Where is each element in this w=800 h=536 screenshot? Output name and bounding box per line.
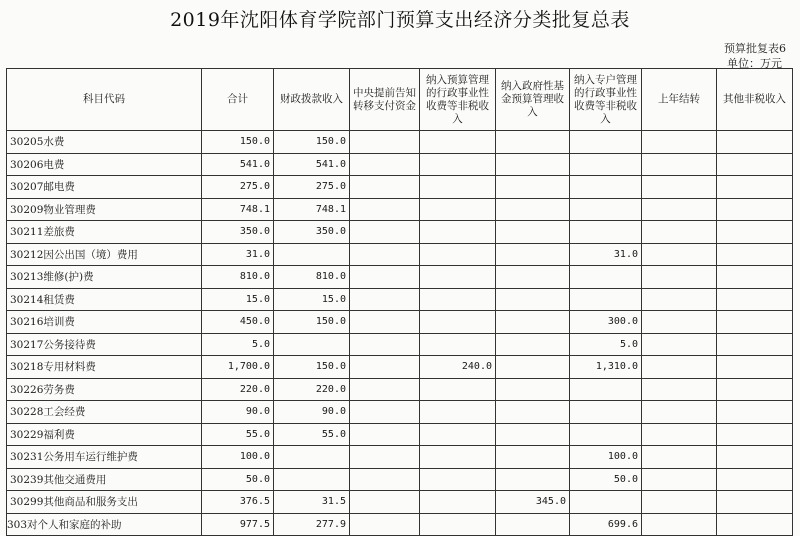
- cell-budget-mgmt: [420, 446, 496, 469]
- cell-carryover: [642, 468, 717, 491]
- table-body: [7, 131, 793, 536]
- cell-central: [350, 513, 420, 536]
- cell-total: 977.5: [202, 513, 274, 536]
- cell-budget-mgmt: [420, 401, 496, 424]
- cell-fund: [496, 356, 570, 379]
- cell-other: [717, 153, 793, 176]
- cell-other: [717, 311, 793, 334]
- cell-budget-mgmt: [420, 221, 496, 244]
- table-row: [7, 513, 793, 536]
- cell-carryover: [642, 491, 717, 514]
- table-row: [7, 468, 793, 491]
- cell-special: [570, 491, 642, 514]
- table-row: [7, 243, 793, 266]
- table-row: [7, 446, 793, 469]
- cell-central: [350, 198, 420, 221]
- cell-fund: [496, 243, 570, 266]
- cell-fiscal: [274, 446, 350, 469]
- cell-other: [717, 198, 793, 221]
- cell-special: [570, 401, 642, 424]
- cell-fiscal: 90.0: [274, 401, 350, 424]
- cell-fund: [496, 333, 570, 356]
- cell-fund: [496, 378, 570, 401]
- cell-fund: [496, 266, 570, 289]
- cell-central: [350, 266, 420, 289]
- row-name: 30226劳务费: [7, 378, 202, 401]
- cell-carryover: [642, 356, 717, 379]
- cell-central: [350, 176, 420, 199]
- cell-fund: [496, 176, 570, 199]
- cell-central: [350, 468, 420, 491]
- cell-fiscal: 810.0: [274, 266, 350, 289]
- header-budget-mgmt: 纳入预算管理的行政事业性收费等非税收入: [420, 69, 496, 131]
- cell-budget-mgmt: [420, 423, 496, 446]
- row-name: 30206电费: [7, 153, 202, 176]
- row-name: 30214租赁费: [7, 288, 202, 311]
- row-name: 303对个人和家庭的补助: [7, 513, 202, 536]
- header-total: 合计: [202, 69, 274, 131]
- cell-carryover: [642, 423, 717, 446]
- header-other: 其他非税收入: [717, 69, 793, 131]
- cell-total: 275.0: [202, 176, 274, 199]
- cell-special: 50.0: [570, 468, 642, 491]
- cell-special: [570, 176, 642, 199]
- cell-total: 50.0: [202, 468, 274, 491]
- table-row: [7, 491, 793, 514]
- cell-fiscal: 220.0: [274, 378, 350, 401]
- cell-carryover: [642, 446, 717, 469]
- cell-fund: [496, 423, 570, 446]
- cell-special: 100.0: [570, 446, 642, 469]
- row-name: 30216培训费: [7, 311, 202, 334]
- table-row: [7, 423, 793, 446]
- row-name: 30229福利费: [7, 423, 202, 446]
- header-fiscal: 财政拨款收入: [274, 69, 350, 131]
- table-row: [7, 378, 793, 401]
- cell-budget-mgmt: [420, 288, 496, 311]
- cell-special: 300.0: [570, 311, 642, 334]
- header-special: 纳入专户管理的行政事业性收费等非税收入: [570, 69, 642, 131]
- cell-carryover: [642, 131, 717, 154]
- cell-budget-mgmt: [420, 333, 496, 356]
- cell-special: [570, 221, 642, 244]
- cell-budget-mgmt: [420, 243, 496, 266]
- cell-special: 31.0: [570, 243, 642, 266]
- row-name: 30205水费: [7, 131, 202, 154]
- cell-budget-mgmt: [420, 513, 496, 536]
- table-row: [7, 221, 793, 244]
- cell-total: 220.0: [202, 378, 274, 401]
- cell-total: 1,700.0: [202, 356, 274, 379]
- cell-central: [350, 221, 420, 244]
- cell-other: [717, 378, 793, 401]
- cell-total: 810.0: [202, 266, 274, 289]
- header-carryover: 上年结转: [642, 69, 717, 131]
- cell-other: [717, 266, 793, 289]
- cell-other: [717, 513, 793, 536]
- cell-total: 350.0: [202, 221, 274, 244]
- cell-central: [350, 356, 420, 379]
- cell-fiscal: 541.0: [274, 153, 350, 176]
- cell-carryover: [642, 288, 717, 311]
- cell-budget-mgmt: [420, 491, 496, 514]
- cell-other: [717, 446, 793, 469]
- cell-other: [717, 221, 793, 244]
- cell-budget-mgmt: [420, 198, 496, 221]
- cell-fund: [496, 401, 570, 424]
- row-name: 30211差旅费: [7, 221, 202, 244]
- cell-special: [570, 198, 642, 221]
- cell-total: 5.0: [202, 333, 274, 356]
- cell-special: 699.6: [570, 513, 642, 536]
- cell-fiscal: [274, 333, 350, 356]
- cell-total: 15.0: [202, 288, 274, 311]
- cell-fund: [496, 446, 570, 469]
- row-name: 30299其他商品和服务支出: [7, 491, 202, 514]
- cell-fiscal: 55.0: [274, 423, 350, 446]
- cell-carryover: [642, 311, 717, 334]
- cell-carryover: [642, 378, 717, 401]
- cell-central: [350, 401, 420, 424]
- cell-carryover: [642, 333, 717, 356]
- cell-carryover: [642, 401, 717, 424]
- row-name: 30218专用材料费: [7, 356, 202, 379]
- cell-fiscal: 31.5: [274, 491, 350, 514]
- cell-total: 90.0: [202, 401, 274, 424]
- page-title: 2019年沈阳体育学院部门预算支出经济分类批复总表: [170, 9, 630, 31]
- cell-fund: [496, 288, 570, 311]
- cell-budget-mgmt: [420, 176, 496, 199]
- row-name: 30239其他交通费用: [7, 468, 202, 491]
- cell-other: [717, 176, 793, 199]
- budget-table: [6, 68, 793, 536]
- table-code: 预算批复表6: [724, 42, 786, 55]
- cell-fund: [496, 153, 570, 176]
- cell-fund: [496, 198, 570, 221]
- row-name: 30231公务用车运行维护费: [7, 446, 202, 469]
- cell-total: 150.0: [202, 131, 274, 154]
- cell-fiscal: 350.0: [274, 221, 350, 244]
- cell-budget-mgmt: [420, 131, 496, 154]
- cell-total: 31.0: [202, 243, 274, 266]
- cell-special: [570, 423, 642, 446]
- row-name: 30217公务接待费: [7, 333, 202, 356]
- cell-special: [570, 288, 642, 311]
- cell-other: [717, 491, 793, 514]
- header-code: 科目代码: [7, 69, 202, 131]
- unit-label: 单位：万元: [727, 57, 782, 70]
- cell-special: [570, 153, 642, 176]
- row-name: 30209物业管理费: [7, 198, 202, 221]
- table-row: [7, 198, 793, 221]
- header-row: [7, 69, 793, 131]
- table-row: [7, 401, 793, 424]
- cell-fund: [496, 311, 570, 334]
- cell-fund: [496, 513, 570, 536]
- cell-fund: [496, 221, 570, 244]
- cell-carryover: [642, 513, 717, 536]
- cell-fiscal: 150.0: [274, 311, 350, 334]
- row-name: 30207邮电费: [7, 176, 202, 199]
- table-row: [7, 356, 793, 379]
- cell-carryover: [642, 176, 717, 199]
- cell-total: 450.0: [202, 311, 274, 334]
- cell-carryover: [642, 153, 717, 176]
- cell-budget-mgmt: [420, 378, 496, 401]
- row-name: 30212因公出国（境）费用: [7, 243, 202, 266]
- cell-total: 55.0: [202, 423, 274, 446]
- cell-carryover: [642, 266, 717, 289]
- cell-central: [350, 131, 420, 154]
- cell-total: 100.0: [202, 446, 274, 469]
- cell-fund: [496, 468, 570, 491]
- cell-special: [570, 131, 642, 154]
- cell-fiscal: 277.9: [274, 513, 350, 536]
- cell-central: [350, 491, 420, 514]
- table-row: [7, 311, 793, 334]
- cell-total: 541.0: [202, 153, 274, 176]
- cell-budget-mgmt: [420, 266, 496, 289]
- cell-central: [350, 288, 420, 311]
- cell-other: [717, 423, 793, 446]
- cell-budget-mgmt: [420, 468, 496, 491]
- cell-central: [350, 333, 420, 356]
- table-row: [7, 288, 793, 311]
- cell-budget-mgmt: [420, 153, 496, 176]
- cell-budget-mgmt: 240.0: [420, 356, 496, 379]
- cell-budget-mgmt: [420, 311, 496, 334]
- header-central: 中央提前告知转移支付资金: [350, 69, 420, 131]
- cell-fiscal: 748.1: [274, 198, 350, 221]
- cell-fund: [496, 131, 570, 154]
- cell-central: [350, 243, 420, 266]
- cell-central: [350, 378, 420, 401]
- cell-fiscal: 275.0: [274, 176, 350, 199]
- cell-carryover: [642, 221, 717, 244]
- cell-special: [570, 266, 642, 289]
- cell-central: [350, 153, 420, 176]
- cell-carryover: [642, 198, 717, 221]
- cell-other: [717, 468, 793, 491]
- table-row: [7, 333, 793, 356]
- cell-central: [350, 423, 420, 446]
- cell-total: 748.1: [202, 198, 274, 221]
- cell-fiscal: 15.0: [274, 288, 350, 311]
- table-row: [7, 266, 793, 289]
- cell-other: [717, 333, 793, 356]
- cell-other: [717, 356, 793, 379]
- cell-other: [717, 243, 793, 266]
- cell-fiscal: 150.0: [274, 131, 350, 154]
- cell-central: [350, 446, 420, 469]
- header-fund: 纳入政府性基金预算管理收入: [496, 69, 570, 131]
- cell-carryover: [642, 243, 717, 266]
- cell-other: [717, 131, 793, 154]
- cell-special: 1,310.0: [570, 356, 642, 379]
- cell-other: [717, 288, 793, 311]
- cell-fiscal: [274, 243, 350, 266]
- row-name: 30213维修(护)费: [7, 266, 202, 289]
- cell-total: 376.5: [202, 491, 274, 514]
- cell-fund: 345.0: [496, 491, 570, 514]
- cell-other: [717, 401, 793, 424]
- row-name: 30228工会经费: [7, 401, 202, 424]
- cell-special: [570, 378, 642, 401]
- table-row: [7, 176, 793, 199]
- cell-fiscal: [274, 468, 350, 491]
- table-row: [7, 153, 793, 176]
- cell-central: [350, 311, 420, 334]
- cell-special: 5.0: [570, 333, 642, 356]
- table-row: [7, 131, 793, 154]
- cell-fiscal: 150.0: [274, 356, 350, 379]
